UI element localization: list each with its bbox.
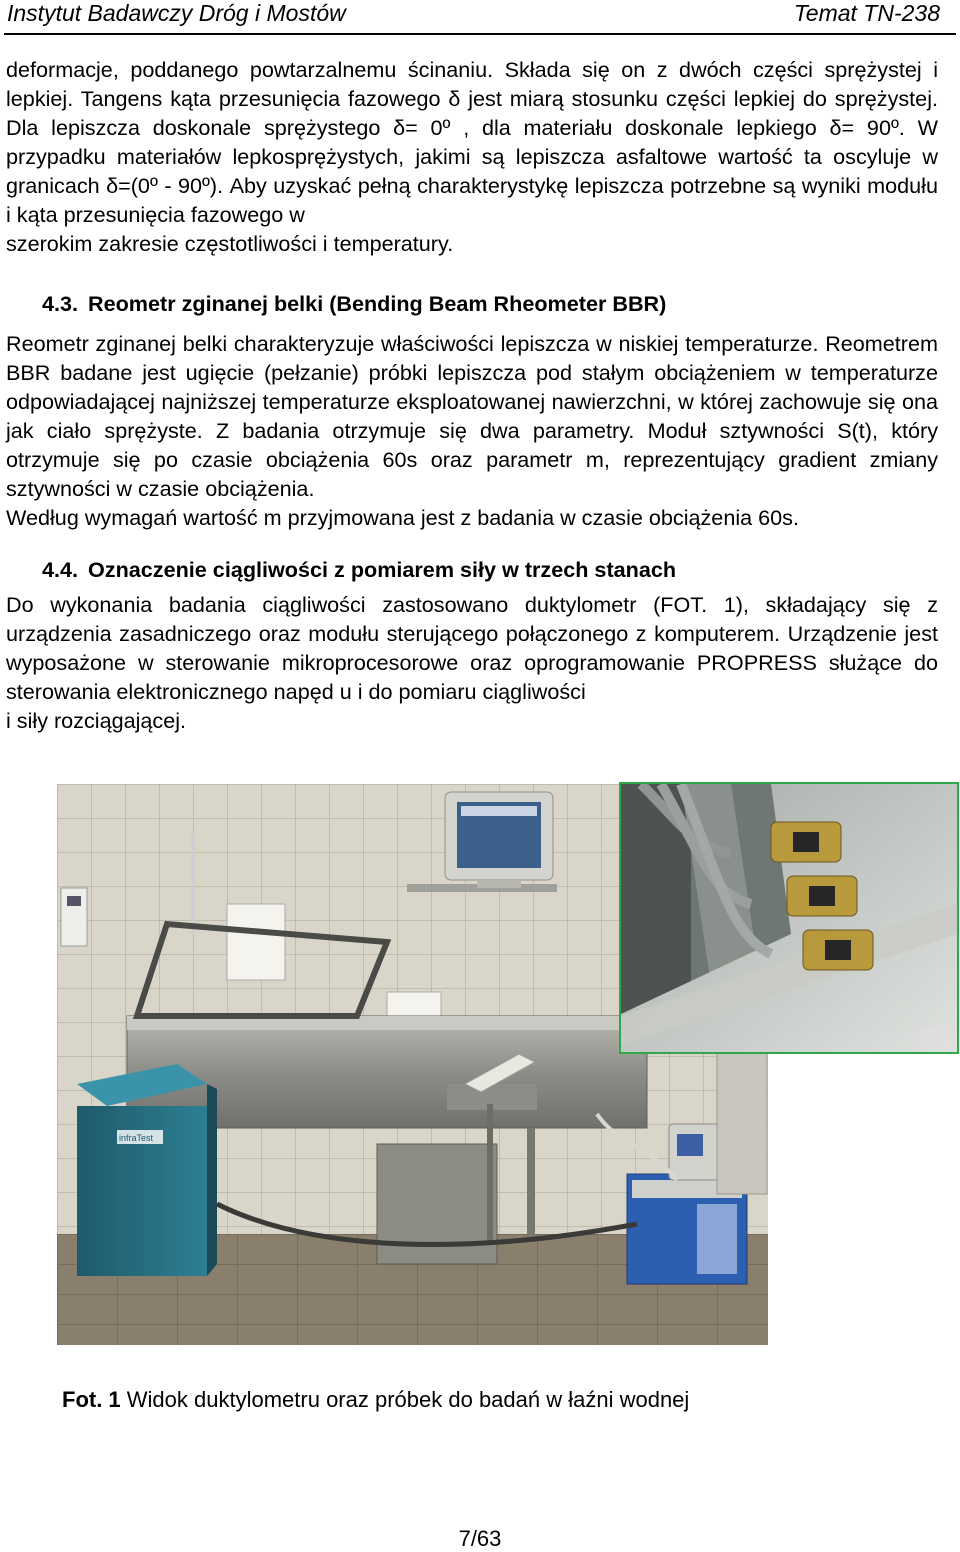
page-header <box>0 0 960 38</box>
section-title: Oznaczenie ciągliwości z pomiarem siły w trzech stanach <box>88 557 677 582</box>
section-number: 4.4. <box>42 557 79 582</box>
page-number: 7/63 <box>458 1526 502 1551</box>
paragraph-intro-main: deformacje, poddanego powtarzalnemu ścinaniu. Składa się on z dwóch części sprężystej i lepkiej. Tangens kąta przesunięcia fazowego δ jest miarą stosunku części lepkiej do sprężystej. Dla lepiszcza doskonale sprężystego δ= 0º , dla materiału doskonale lepkiego δ= 90º. W przypadku materiałów lepkosprężystych, jakimi są lepiszcza asfaltowe wartość ta oscyluje w granicach δ=(0º - 90º). Aby uzyskać pełną charakterystykę lepiszcza potrzebne są wyniki modułu i kąta przesunięcia fazowego w <box>6 57 938 227</box>
paragraph-bbr <box>6 329 938 532</box>
header-institute: Instytut Badawczy Dróg i Mostów <box>7 0 346 26</box>
section-number: 4.3. <box>42 291 79 316</box>
sample-inset-drawing <box>621 784 957 1052</box>
paragraph-bbr-main: Reometr zginanej belki charakteryzuje właściwości lepiszcza w niskiej temperaturze. Reometrem BBR badane jest ugięcie (pełzanie) próbki lepiszcza pod stałym obciążeniem w temperaturze odpowiadającej najniższej temperaturze eksploatowanej nawierzchni, w której zachowuje się ona jak ciało sprężyste. Z badania otrzymuje się dwa parametry. Moduł sztywności S(t), który otrzymuje się po czasie obciążenia 60s oraz parametr m, reprezentujący gradient zmiany sztywności w czasie obciążenia. <box>6 331 938 501</box>
header-topic: Temat TN-238 <box>793 0 940 26</box>
sample-inset-photo <box>619 782 959 1054</box>
paragraph-bbr-last: Według wymagań wartość m przyjmowana jest z badania w czasie obciążenia 60s. <box>6 505 799 530</box>
paragraph-ductility <box>6 590 938 735</box>
paragraph-ductility-main: Do wykonania badania ciągliwości zastosowano duktylometr (FOT. 1), składający się z urządzenia zasadniczego oraz modułu sterującego połączonego z komputerem. Urządzenie jest wyposażone w sterowanie mikroprocesorowe oraz oprogramowanie PROPRESS służące do sterowania elektronicznego napęd u i do pomiaru ciągliwości <box>6 592 938 704</box>
caption-text: Widok duktylometru oraz próbek do badań w łaźni wodnej <box>120 1387 690 1412</box>
section-heading-4-4 <box>42 556 676 584</box>
caption-label: Fot. 1 <box>62 1387 121 1412</box>
section-title: Reometr zginanej belki (Bending Beam Rheometer BBR) <box>88 291 667 316</box>
paragraph-ductility-last: i siły rozciągającej. <box>6 708 187 733</box>
panel-brand-text: infraTest <box>119 1133 154 1143</box>
header-rule <box>4 33 956 35</box>
paragraph-intro <box>6 55 938 258</box>
paragraph-intro-last: szerokim zakresie częstotliwości i temperatury. <box>6 231 454 256</box>
section-heading-4-3 <box>42 290 666 318</box>
figure-caption <box>62 1386 689 1414</box>
